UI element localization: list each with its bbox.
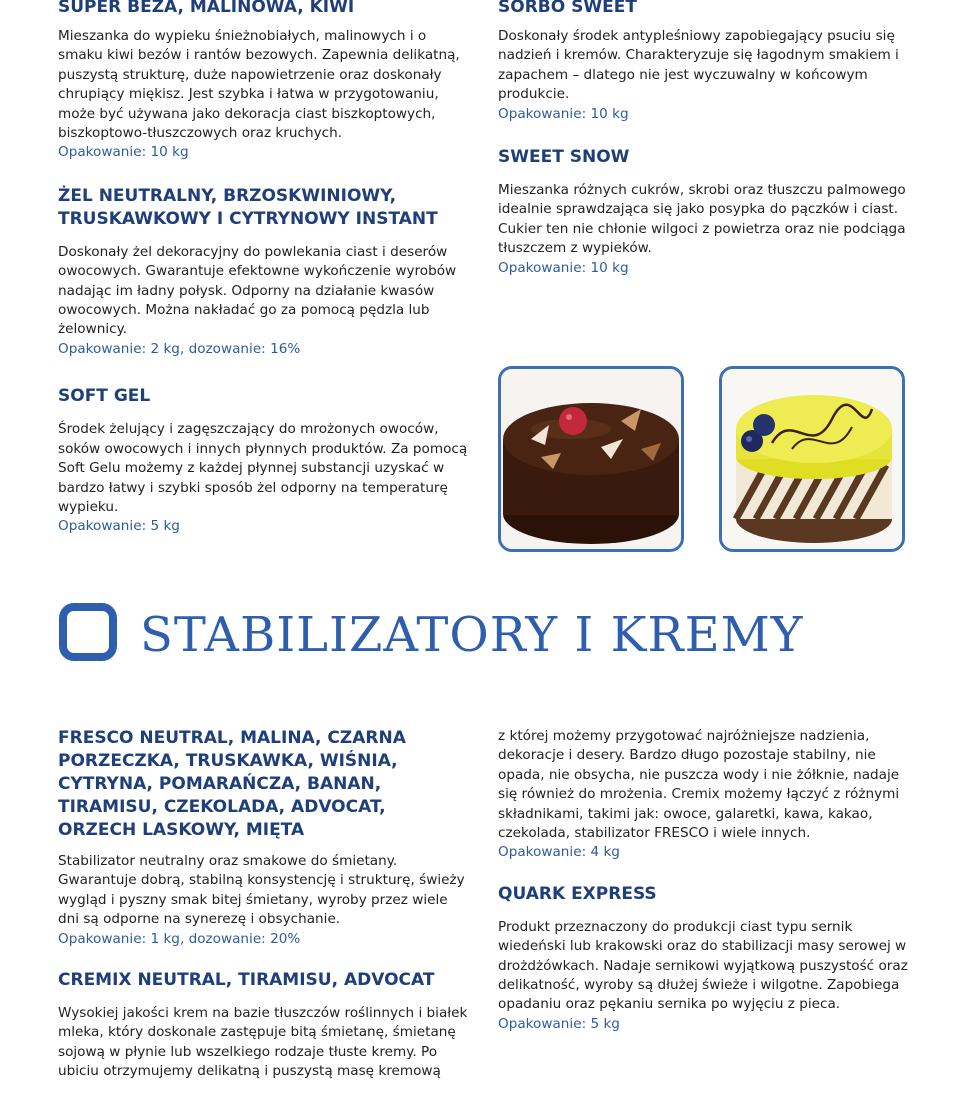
product-fresco [58,727,468,949]
product-heading: SORBO SWEET [498,0,637,17]
product-packaging: Opakowanie: 10 kg [498,105,629,122]
product-soft-gel [58,385,468,536]
product-description: Środek żelujący i zagęszczający do mrożonych owoców, soków owocowych i innych płynnych produktów. Za pomocą Soft Gelu możemy z każdej płynnej substancji uzyskać w bardzo łatwy i szybki sposób żel odporny na temperaturę wypieku. [58,421,468,515]
product-description: Doskonały żel dekoracyjny do powlekania ciast i deserów owocowych. Gwarantuje efektowne wykończenie wyrobów nadając im ładny połysk. Odporny na działanie kwasów owocowych. Można nakładać go za pomocą pędzla lub żelownicy. [58,243,457,338]
product-sorbo-sweet [498,0,908,124]
product-packaging: Opakowanie: 5 kg [498,1015,620,1032]
product-packaging: Opakowanie: 5 kg [58,518,180,535]
section-title: STABILIZATORY I KREMY [140,607,804,663]
product-heading: SUPER BEZA, MALINOWA, KIWI [58,0,355,17]
product-packaging: Opakowanie: 4 kg [498,844,620,861]
lemon-cake-illustration [722,369,902,549]
chocolate-cake-image [498,366,684,552]
product-description: Stabilizator neutralny oraz smakowe do śmietany. Gwarantuje dobrą, stabilną konsystencję i strukturę, świeży wygląd i pyszny smak bitej śmietany, wyroby przez wiele dni są odporne na synerezę i obsychanie. [58,853,465,928]
product-packaging: Opakowanie: 10 kg [58,144,189,161]
product-packaging: Opakowanie: 2 kg, dozowanie: 16% [58,340,301,357]
right-top-column [498,0,908,278]
product-description: Produkt przeznaczony do produkcji ciast typu sernik wiedeński lub krakowski oraz do stabilizacji masy serowej w drożdżówkach. Nadaje sernikowi wyjątkową puszystość oraz delikatność, wyroby są dłużej świeże i wilgotne. Zapobiega opadaniu oraz pękaniu sernika po wyjęciu z pieca. [498,918,908,1013]
product-heading: FRESCO NEUTRAL, MALINA, CZARNA PORZECZKA, TRUSKAWKA, WIŚNIA, CYTRYNA, POMARAŃCZA, BANAN, TIRAMISU, CZEKOLADA, ADVOCAT, ORZECH LASKOWY, MIĘTA [58,728,406,840]
product-heading: QUARK EXPRESS [498,883,657,904]
product-description: Doskonały środek antypleśniowy zapobiegający psuciu się nadzień i kremów. Charakteryzuje się łagodnym smakiem i zapachem – dlatego nie jest wyczuwalny w końcowym produkcie. [498,28,899,103]
lemon-cake-image [719,366,905,552]
product-packaging: Opakowanie: 10 kg [498,259,629,276]
chocolate-cake-illustration [501,369,681,549]
product-description: Mieszanka różnych cukrów, skrobi oraz tłuszczu palmowego idealnie sprawdzająca się jako posypka do pączków i ciast. Cukier ten nie chłonie wilgoci z powietrza oraz nie podciąga tłuszczem z wypieków. [498,182,906,257]
product-super-beza [58,0,468,163]
product-packaging: Opakowanie: 1 kg, dozowanie: 20% [58,930,301,947]
product-sweet-snow [498,146,908,278]
left-bottom-column [58,727,468,1082]
product-cremix [58,969,468,1082]
product-description-continued: z której możemy przygotować najróżniejsze nadzienia, dekoracje i desery. Bardzo długo pozostaje stabilny, nie opada, nie obsycha, nie puszcza wody i nie żółknie, nadaje się również do mrożenia. Cremix możemy łączyć z różnymi składnikami, takimi jak: owoce, galaretki, kawa, kakao, czekolada, stabilizator FRESCO i wiele innych. [498,728,900,842]
product-zel-neutralny [58,185,468,359]
product-quark-express [498,883,908,1034]
rounded-square-icon [58,602,118,662]
product-heading: ŻEL NEUTRALNY, BRZOSKWINIOWY, TRUSKAWKOWY I CYTRYNOWY INSTANT [58,185,438,229]
product-heading: SOFT GEL [58,386,151,407]
right-bottom-column [498,721,908,1034]
product-description: Mieszanka do wypieku śnieżnobiałych, malinowych i o smaku kiwi bezów i rantów bezowych. Zapewnia delikatną, puszystą strukturę, duże napowietrzenie oraz doskonały chrupiący miękisz. Jest szybka i łatwa w przygotowaniu, może być używana jako dekoracja ciast biszkoptowych, biszkoptowo-tłuszczowych oraz kruchych. [58,28,460,142]
product-heading: CREMIX NEUTRAL, TIRAMISU, ADVOCAT [58,970,435,991]
product-description: Wysokiej jakości krem na bazie tłuszczów roślinnych i białek mleka, który doskonale zastępuje bitą śmietanę, śmietanę sojową w płynie lub wszelkiego rodzaje tłuste kremy. Po ubiciu otrzymujemy delikatną i puszystą masę kremową [58,1005,468,1080]
product-heading: SWEET SNOW [498,147,630,168]
left-top-column [58,0,468,537]
